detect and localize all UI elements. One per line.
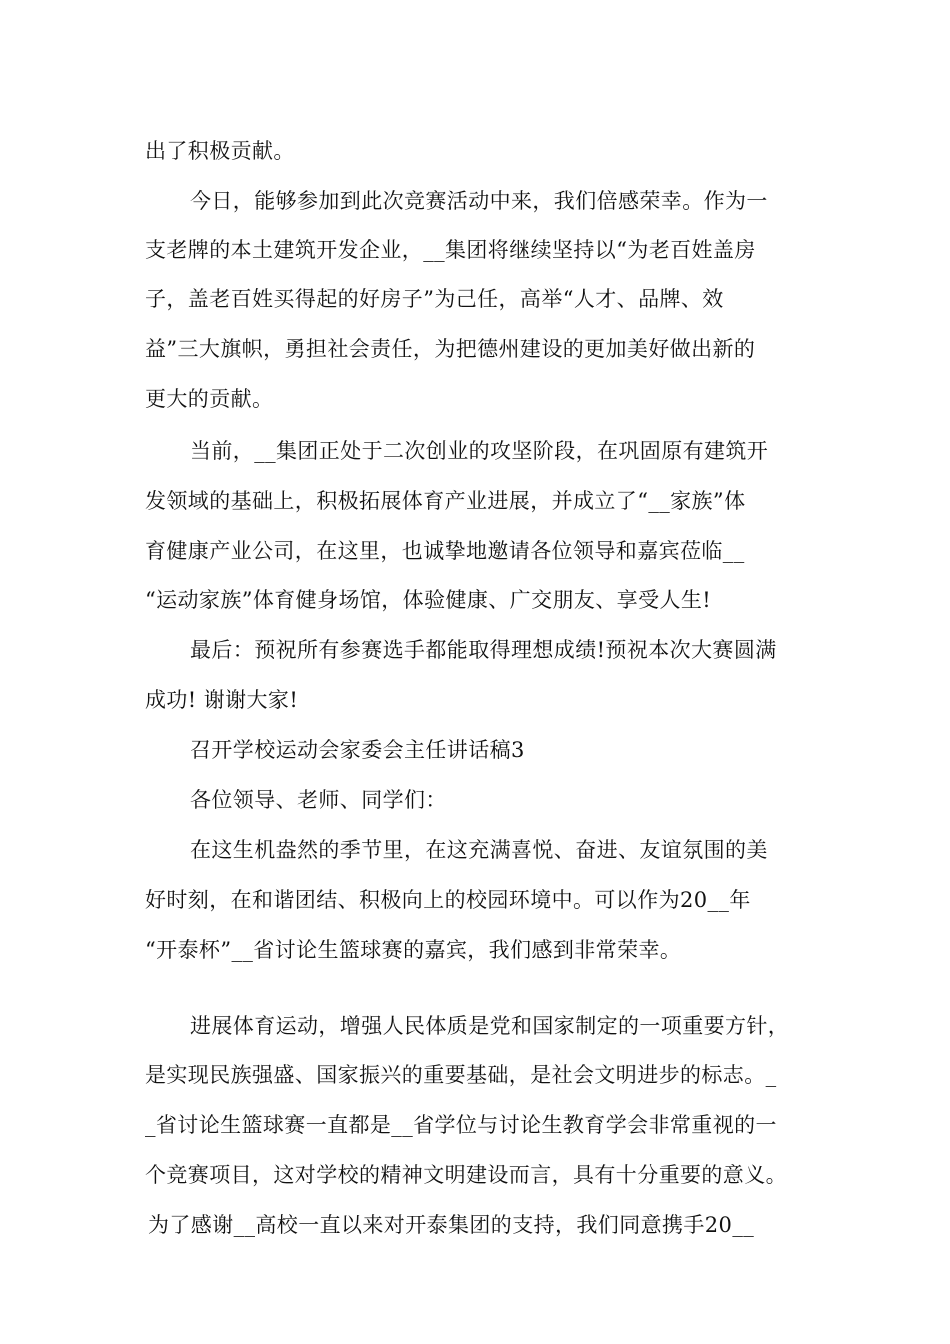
text-line-1: 出了积极贡献。 [145, 139, 295, 163]
text-line-21: 个竞赛项目，这对学校的精神文明建设而言，具有十分重要的意义。 [145, 1163, 787, 1187]
text-line-6: 更大的贡献。 [145, 387, 274, 411]
text-line-3: 支老牌的本土建筑开发企业，__集团将继续坚持以“为老百姓盖房 [145, 238, 756, 262]
paragraph-start-line: 今日，能够参加到此次竞赛活动中来，我们倍感荣幸。作为一 [190, 189, 768, 213]
text-line-17: “开泰杯”__省讨论生篮球赛的嘉宾，我们感到非常荣幸。 [145, 938, 682, 962]
text-line-9: 育健康产业公司，在这里，也诚挚地邀请各位领导和嘉宾莅临__ [145, 539, 745, 563]
text-line-20: _省讨论生篮球赛一直都是__省学位与讨论生教育学会非常重视的一 [145, 1113, 777, 1137]
text-line-5: 益”三大旗帜，勇担社会责任，为把德州建设的更加美好做出新的 [145, 337, 756, 361]
section-title: 召开学校运动会家委会主任讲话稿3 [190, 738, 525, 762]
text-line-22: 为了感谢__高校一直以来对开泰集团的支持，我们同意携手20__ [148, 1213, 755, 1237]
text-line-10: “运动家族”体育健身场馆，体验健康、广交朋友、享受人生! [145, 588, 712, 612]
paragraph-start-line: 进展体育运动，增强人民体质是党和国家制定的一项重要方针， [190, 1014, 790, 1038]
paragraph-start-line: 当前，__集团正处于二次创业的攻坚阶段，在巩固原有建筑开 [190, 439, 769, 463]
paragraph-start-line: 最后：预祝所有参赛选手都能取得理想成绩!预祝本次大赛圆满 [190, 638, 777, 662]
salutation: 各位领导、老师、同学们： [190, 788, 447, 812]
text-line-19: 是实现民族强盛、国家振兴的重要基础，是社会文明进步的标志。_ [145, 1063, 777, 1087]
text-line-8: 发领域的基础上，积极拓展体育产业进展，并成立了“__家族”体 [145, 489, 746, 513]
text-line-12: 成功! 谢谢大家! [145, 688, 299, 712]
paragraph-start-line: 在这生机盎然的季节里，在这充满喜悦、奋进、友谊氛围的美 [190, 838, 768, 862]
text-line-16: 好时刻，在和谐团结、积极向上的校园环境中。可以作为20__年 [145, 888, 751, 912]
text-line-4: 子，盖老百姓买得起的好房子”为己任，高举“人才、品牌、效 [145, 287, 724, 311]
